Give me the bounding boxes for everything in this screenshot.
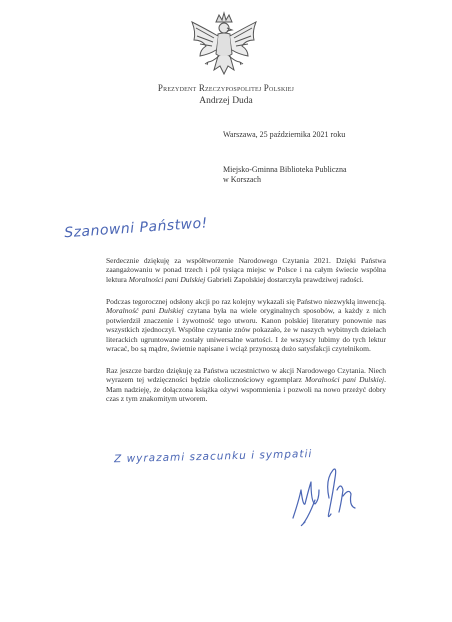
paragraph-3-part-a: Raz jeszcze bardzo dziękuję za Państwa uczestnictwo w akcji Narodowego Czytania. Niech wyrazem tej wdzięczności będzie okolicznościowy egzemplarz bbox=[106, 366, 386, 385]
letterhead-title-text: Prezydent Rzeczypospolitej Polskiej bbox=[157, 83, 295, 93]
paragraph-1-part-a: Serdecznie dziękuję za współtworzenie Narodowego Czytania 2021. Dzięki Państwa zaangażowaniu w ponad trzech i pół tysiąca miejsc w Polsce i na całym świecie wspólna lektura bbox=[106, 256, 386, 284]
paragraph-2-part-a: Podczas tegorocznej odsłony akcji po raz kolejny wykazali się Państwo niezwykłą inwencją. bbox=[106, 297, 386, 306]
handwritten-salutation bbox=[60, 202, 220, 244]
recipient-line-2: w Korszach bbox=[223, 175, 261, 184]
paragraph-3-title: Moralności pani Dulskiej bbox=[304, 375, 385, 385]
paragraph-1-part-b: Gabrieli Zapolskiej dostarczyła prawdziwej radości. bbox=[205, 274, 364, 284]
paragraph-2-part-b: czytana była na wiele oryginalnych sposobów, a każdy z nich potwierdził znaczenie i żywotność tego utworu. Kanon polskiej literatury ponownie nas wszystkich zjednoczył. Wspólne czytanie znów pokazało, że w naszych wybitnych dziełach literackich ugruntowane zostały uniwersalne wartości. I że wszyscy lubimy do tych lektur wracać, bo są mądre, świetnie napisane i wciąż przynoszą dużo satysfakcji czytelnikom. bbox=[106, 306, 387, 354]
closing-text: Z wyrazami szacunku i sympatii bbox=[113, 448, 313, 466]
paragraph-1-title: Moralności pani Dulskiej bbox=[128, 274, 206, 284]
polish-eagle-emblem-icon bbox=[186, 10, 262, 84]
letterhead-name: Andrzej Duda bbox=[199, 96, 253, 106]
letter-date: Warszawa, 25 października 2021 roku bbox=[223, 130, 346, 139]
paragraph-2-title: Moralność pani Dulskiej bbox=[106, 306, 184, 316]
recipient-address bbox=[223, 165, 347, 185]
letterhead-title bbox=[0, 83, 452, 93]
paragraph-2 bbox=[106, 297, 386, 353]
recipient-line-1: Miejsko-Gminna Biblioteka Publiczna bbox=[223, 165, 347, 174]
paragraph-3-part-b: . Mam nadzieję, że dołączona książka ożywi wspomnienia i pozwoli na nowo przeżyć dobry czas z tym znakomitym utworem. bbox=[106, 375, 386, 404]
paragraph-3 bbox=[106, 366, 386, 404]
paragraph-1 bbox=[106, 256, 386, 284]
handwritten-signature bbox=[285, 460, 365, 535]
salutation-text: Szanowni Państwo! bbox=[63, 215, 209, 242]
